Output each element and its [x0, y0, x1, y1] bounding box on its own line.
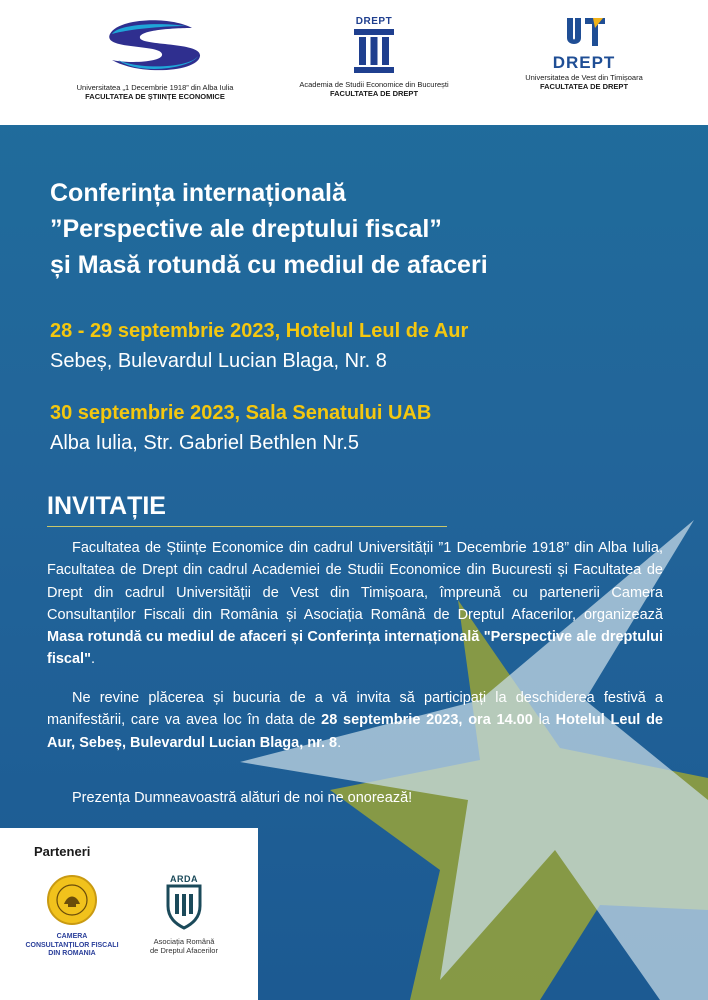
header-logos — [0, 0, 708, 125]
invitation-paragraph-2 — [47, 687, 663, 754]
p1-text: Facultatea de Științe Economice din cadrul Universității ”1 Decembrie 1918” din Alba Iulia, Facultatea de Drept din cadrul Academiei de Studii Economice din Bucuresti și Facultatea de Drept din cadrul Universității de Vest din Timișoara, împreună cu partenerii Camera Consultanților Fiscali din România și Asociația Română de Dreptul Afacerilor, organizează — [47, 540, 663, 623]
title-line-3: și Masă rotundă cu mediul de afaceri — [50, 251, 488, 279]
title-line-2: ”Perspective ale dreptului fiscal” — [50, 215, 442, 243]
ase-logo-block — [274, 16, 474, 98]
arda-caption-1: Asociația Română — [153, 937, 215, 946]
ccf-caption-2: CONSULTANȚILOR FISCALI — [25, 941, 119, 949]
p2-text: Ne revine plăcerea și bucuria de a vă invita să participați la deschiderea festivă a manifestării, care va avea loc în data de — [47, 690, 663, 729]
uab-faculty-caption: FACULTATEA DE ȘTIINȚE ECONOMICE — [85, 92, 225, 101]
uab-logo-block — [55, 16, 255, 101]
event-1-date: 28 - 29 septembrie 2023, Hotelul Leul de Aur — [50, 320, 469, 342]
p2-mid: la — [532, 712, 556, 729]
title-line-1: Conferința internațională — [50, 179, 346, 207]
arda-caption-2: de Dreptul Afacerilor — [150, 946, 218, 955]
partners-title: Parteneri — [34, 844, 91, 859]
arda-partner — [134, 874, 234, 955]
uvt-faculty-caption: FACULTATEA DE DREPT — [539, 82, 629, 91]
p1-bold: Masa rotundă cu mediul de afaceri și Conferința internațională "Perspective ale dreptului fiscal" — [47, 629, 663, 668]
p2-end: . — [337, 734, 342, 751]
event-2-date: 30 septembrie 2023, Sala Senatului UAB — [50, 402, 432, 424]
p2-date-bold: 28 septembrie 2023, ora 14.00 — [321, 712, 533, 729]
invitation-heading: INVITAȚIE — [47, 492, 166, 520]
invitation-paragraph-1 — [47, 537, 663, 671]
uvt-drept-word: DREPT — [552, 53, 616, 72]
ase-logo-caption: Academia de Studii Economice din București — [299, 80, 449, 89]
uvt-logo-caption: Universitatea de Vest din Timișoara — [525, 73, 643, 82]
event-1-address: Sebeș, Bulevardul Lucian Blaga, Nr. 8 — [50, 350, 387, 372]
uvt-logo-block — [484, 16, 684, 91]
uab-logo-caption: Universitatea „1 Decembrie 1918” din Alba Iulia — [76, 83, 234, 92]
ccf-caption-1: CAMERA — [56, 933, 88, 940]
ccf-seal-icon — [46, 874, 98, 926]
ase-faculty-caption: FACULTATEA DE DREPT — [329, 89, 419, 98]
invitation-paragraph-3: Prezența Dumneavoastră alături de noi ne onorează! — [72, 790, 413, 806]
ase-drept-word: DREPT — [355, 16, 393, 27]
arda-shield-icon — [164, 884, 204, 930]
event-2 — [50, 398, 690, 458]
ccf-caption-3: DIN ROMANIA — [48, 950, 96, 957]
arda-word: ARDA — [170, 874, 198, 884]
p2-place-bold: Hotelul Leul de Aur, Sebeș, Bulevardul Lucian Blaga, nr. 8 — [47, 712, 664, 751]
heading-divider — [47, 526, 447, 527]
p1-end: . — [90, 651, 95, 668]
uab-logo-icon — [100, 16, 210, 78]
event-1 — [50, 316, 690, 376]
event-2-address: Alba Iulia, Str. Gabriel Bethlen Nr.5 — [50, 432, 360, 454]
partners-box — [0, 828, 258, 1000]
ccf-partner — [22, 874, 122, 959]
column-building-icon — [349, 27, 399, 75]
conference-title — [50, 175, 670, 283]
uvt-logo-icon — [559, 16, 609, 50]
